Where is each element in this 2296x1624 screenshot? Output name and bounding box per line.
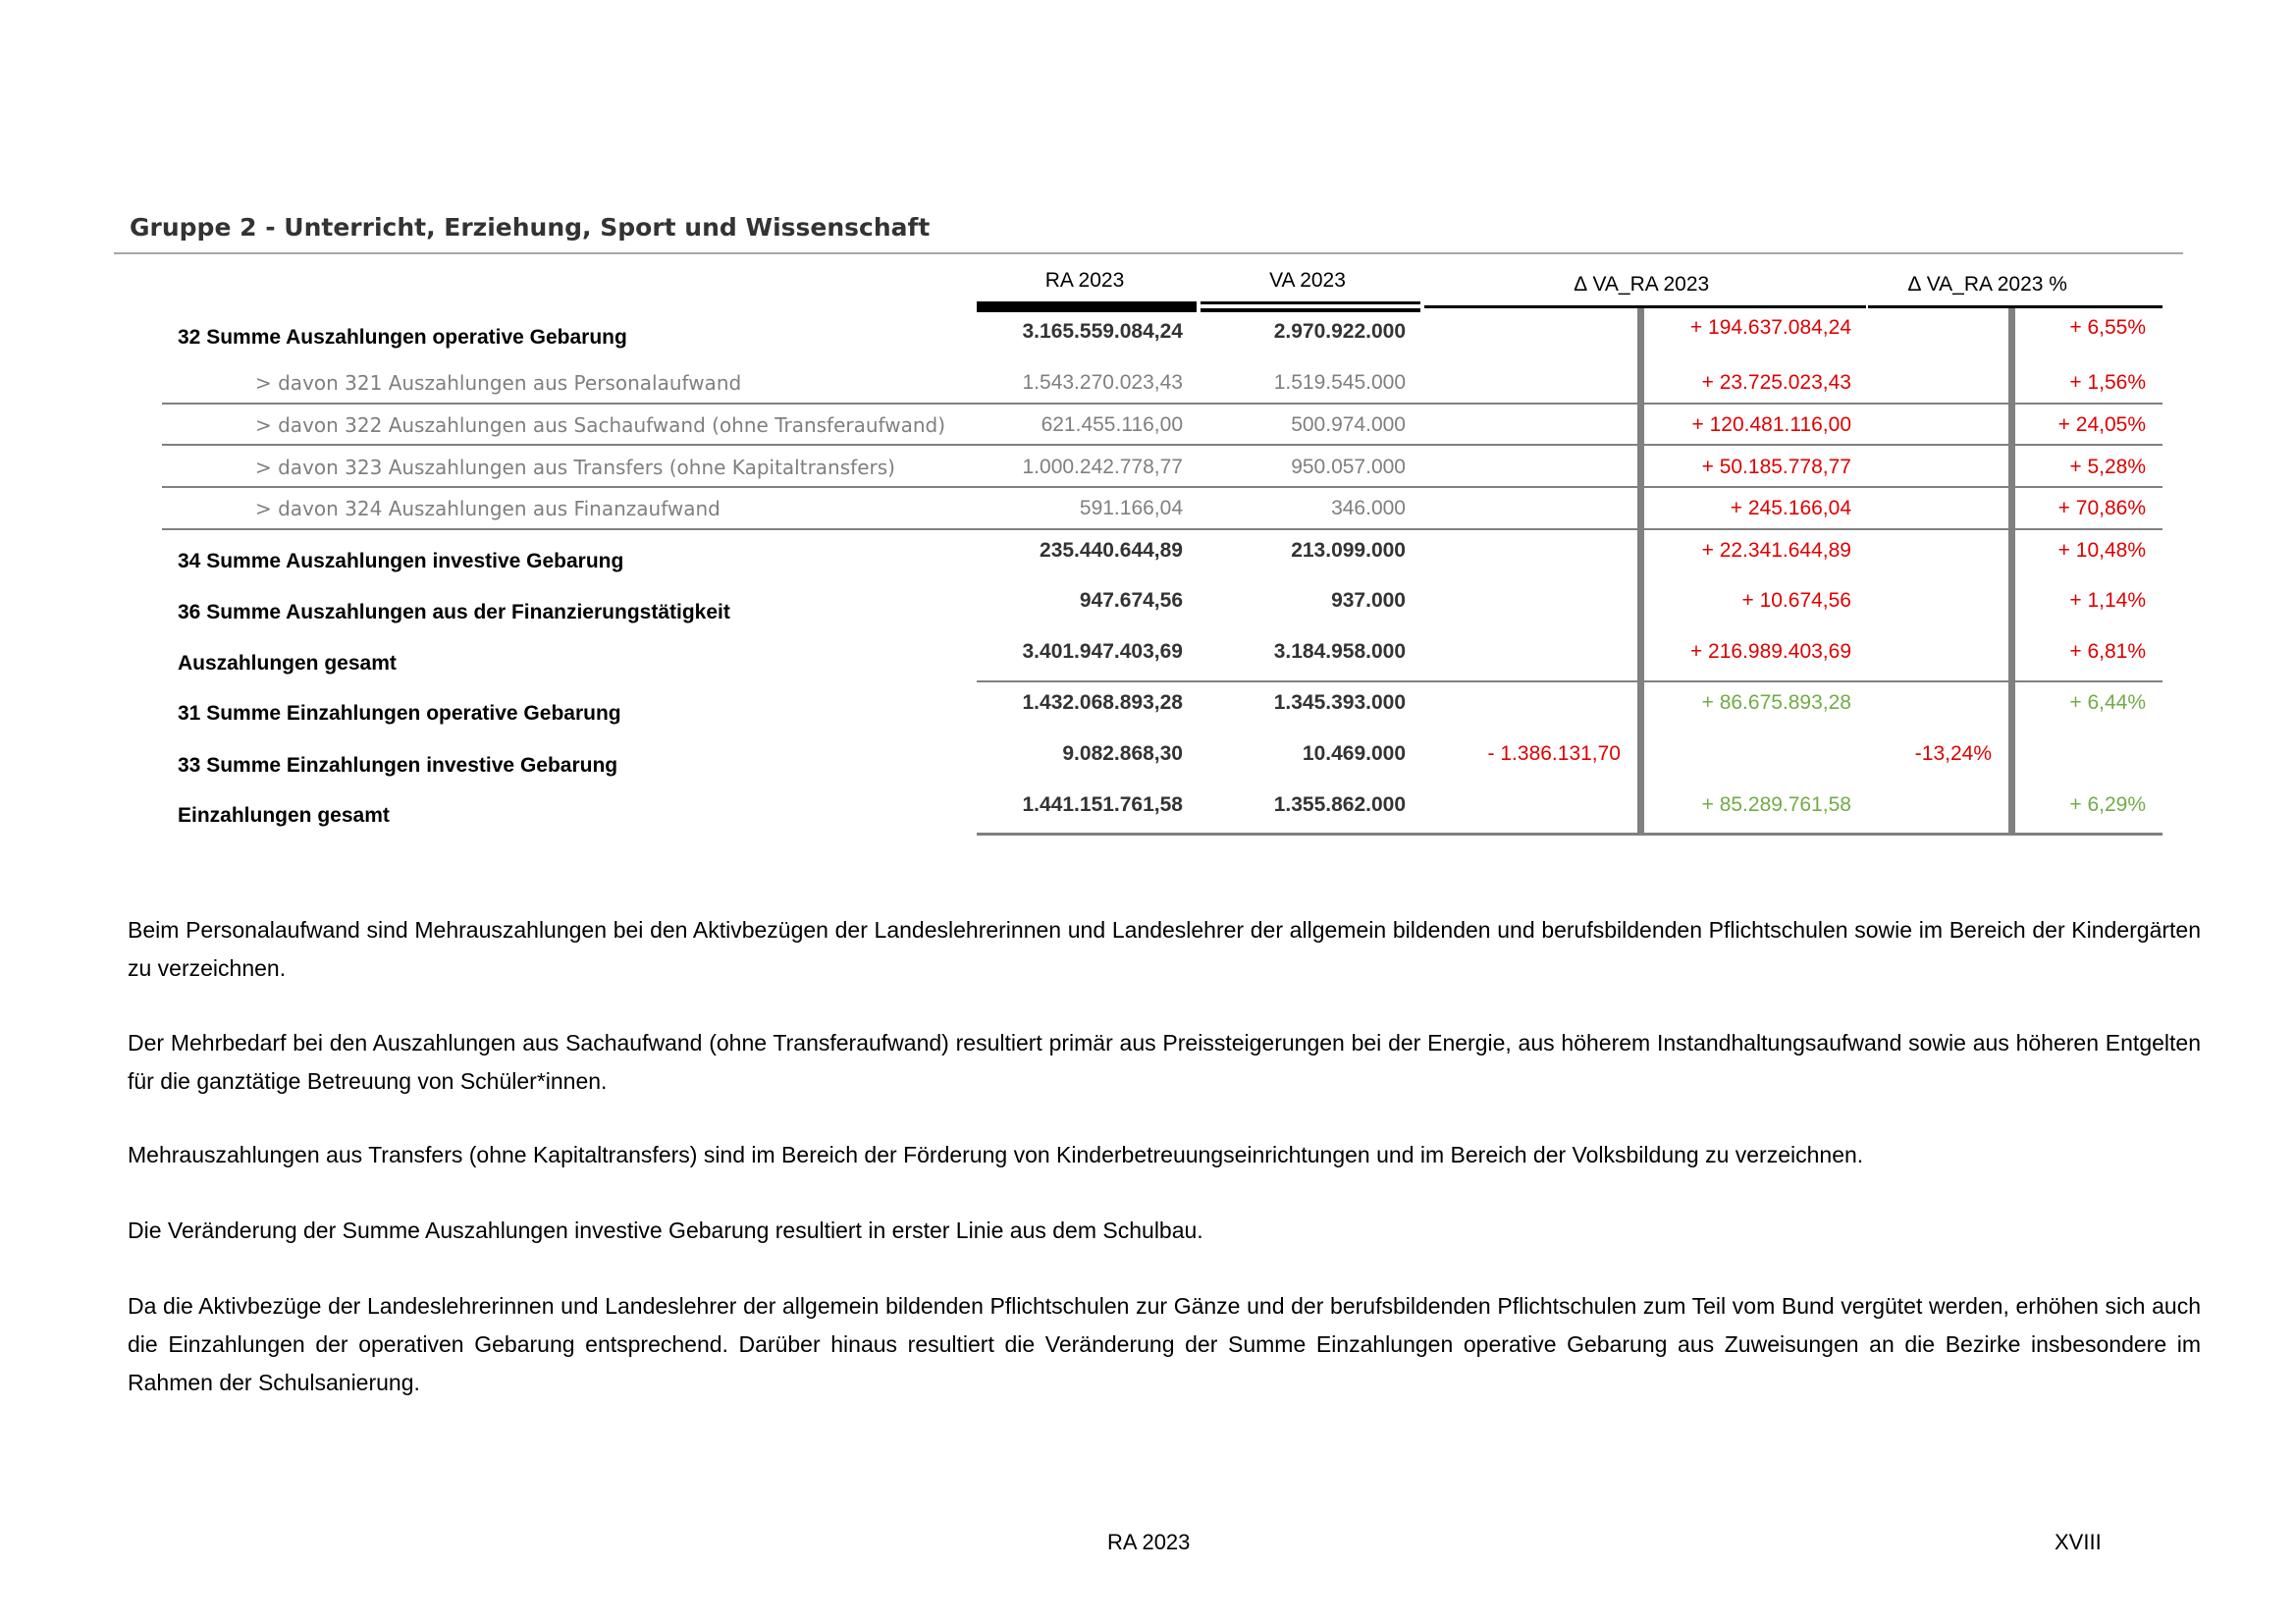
pct-separator-bar [2008,308,2015,835]
cell-ra: 1.441.151.761,58 [1022,793,1183,816]
cell-pct-positive: + 1,14% [2069,589,2146,612]
cell-delta-negative: - 1.386.131,70 [1487,742,1621,765]
cell-ra: 1.543.270.023,43 [1022,371,1183,394]
paragraph: Die Veränderung der Summe Auszahlungen investive Gebarung resultiert in erster Linie aus dem Schulbau. [128,1218,1203,1243]
cell-ra: 235.440.644,89 [1040,539,1183,562]
cell-pct-negative: -13,24% [1914,742,1992,765]
paragraph: Der Mehrbedarf bei den Auszahlungen aus Sachaufwand (ohne Transferaufwand) resultiert primär aus Preissteigerungen bei der Energie, aus höherem Instandhaltungsaufwand sowie aus höheren Entgelten für die ganztätige Betreuung von Schüler*innen. [128,1030,2201,1094]
header-bar-va-bottom [1201,308,1420,312]
header-delta-pct: ∆ VA_RA 2023 % [1908,273,2067,296]
cell-pct-positive: + 1,56% [2069,371,2146,394]
row-label: Auszahlungen gesamt [178,652,397,675]
cell-va: 346.000 [1331,497,1406,519]
section-title: Gruppe 2 - Unterricht, Erziehung, Sport und Wissenschaft [130,213,931,242]
footer-center: RA 2023 [1107,1530,1191,1554]
cell-ra: 3.401.947.403,69 [1022,640,1183,663]
cell-va: 1.519.545.000 [1273,371,1406,394]
cell-ra: 1.432.068.893,28 [1022,691,1183,714]
cell-ra: 591.166,04 [1079,497,1183,519]
cell-pct-positive: + 6,81% [2069,640,2146,663]
cell-va: 2.970.922.000 [1273,320,1406,343]
paragraph: Da die Aktivbezüge der Landeslehrerinnen und Landeslehrer der allgemein bildenden Pflichtschulen zur Gänze und der berufsbildenden Pflichtschulen zum Teil vom Bund vergütet werden, erhöhen sich auch die Einzahlungen der operativen Gebarung entsprechend. Darüber hinaus resultiert die Veränderung der Summe Einzahlungen operative Gebarung aus Zuweisungen an die Bezirke insbesondere im Rahmen der Schulsanierung. [128,1293,2201,1395]
cell-delta-positive: + 10.674,56 [1741,589,1851,612]
header-bar-ra [977,301,1197,312]
cell-va: 950.057.000 [1291,456,1406,478]
cell-va: 10.469.000 [1302,742,1406,765]
cell-delta-positive: + 85.289.761,58 [1701,793,1851,816]
cell-va: 3.184.958.000 [1273,640,1406,663]
header-delta: ∆ VA_RA 2023 [1574,273,1710,296]
cell-va: 500.974.000 [1291,413,1406,436]
header-bar-va-top [1201,301,1420,304]
paragraph: Beim Personalaufwand sind Mehrauszahlungen bei den Aktivbezügen der Landeslehrerinnen und Landeslehrer der allgemein bildenden und berufsbildenden Pflichtschulen sowie im Bereich der Kindergärten zu verzeichnen. [128,917,2201,981]
cell-delta-positive: + 194.637.084,24 [1689,316,1851,339]
cell-va: 937.000 [1331,589,1406,612]
cell-delta-positive: + 86.675.893,28 [1701,691,1851,714]
page-number: XVIII [2055,1530,2102,1554]
subtotal-divider [977,680,2163,682]
cell-ra: 621.455.116,00 [1041,413,1183,436]
header-ra: RA 2023 [1044,269,1125,292]
row-label: > davon 321 Auszahlungen aus Personalaufwand [255,371,742,395]
cell-pct-positive: + 6,55% [2069,316,2146,339]
row-divider [162,444,2163,446]
cell-ra: 3.165.559.084,24 [1022,320,1183,343]
header-bar-delta [1424,305,1866,308]
row-label: > davon 322 Auszahlungen aus Sachaufwand (ohne Transferaufwand) [255,413,946,437]
cell-pct-positive: + 10,48% [2057,539,2146,562]
row-label: 33 Summe Einzahlungen investive Gebarung [178,754,618,777]
row-label: 32 Summe Auszahlungen operative Gebarung [178,326,627,349]
cell-delta-positive: + 22.341.644,89 [1701,539,1851,562]
cell-ra: 9.082.868,30 [1062,742,1183,765]
cell-delta-positive: + 50.185.778,77 [1701,456,1851,478]
cell-va: 1.345.393.000 [1273,691,1406,714]
cell-pct-positive: + 5,28% [2069,456,2146,478]
table-bottom-line [977,833,2163,836]
header-va: VA 2023 [1269,269,1346,292]
row-label: > davon 324 Auszahlungen aus Finanzaufwand [255,497,721,520]
row-label: > davon 323 Auszahlungen aus Transfers (ohne Kapitaltransfers) [255,456,895,479]
row-label: 34 Summe Auszahlungen investive Gebarung [178,550,624,572]
row-label: 36 Summe Auszahlungen aus der Finanzierungstätigkeit [178,601,730,623]
cell-pct-positive: + 70,86% [2057,497,2146,519]
cell-delta-positive: + 216.989.403,69 [1689,640,1851,663]
cell-pct-positive: + 6,29% [2069,793,2146,816]
delta-separator-bar [1637,308,1644,835]
cell-ra: 947.674,56 [1079,589,1183,612]
cell-pct-positive: + 24,05% [2057,413,2146,436]
cell-ra: 1.000.242.778,77 [1022,456,1183,478]
row-divider [162,486,2163,488]
cell-va: 213.099.000 [1291,539,1406,562]
cell-va: 1.355.862.000 [1273,793,1406,816]
row-divider [162,403,2163,405]
paragraph: Mehrauszahlungen aus Transfers (ohne Kapitaltransfers) sind im Bereich der Förderung von Kinderbetreuungseinrichtungen und im Bereich der Volksbildung zu verzeichnen. [128,1142,1864,1167]
cell-pct-positive: + 6,44% [2069,691,2146,714]
cell-delta-positive: + 23.725.023,43 [1701,371,1851,394]
header-bar-delta-pct [1868,305,2163,308]
title-divider [114,252,2183,254]
cell-delta-positive: + 245.166,04 [1730,497,1851,519]
row-label: 31 Summe Einzahlungen operative Gebarung [178,702,621,725]
row-divider [162,528,2163,530]
cell-delta-positive: + 120.481.116,00 [1691,413,1851,436]
row-label: Einzahlungen gesamt [178,804,390,827]
